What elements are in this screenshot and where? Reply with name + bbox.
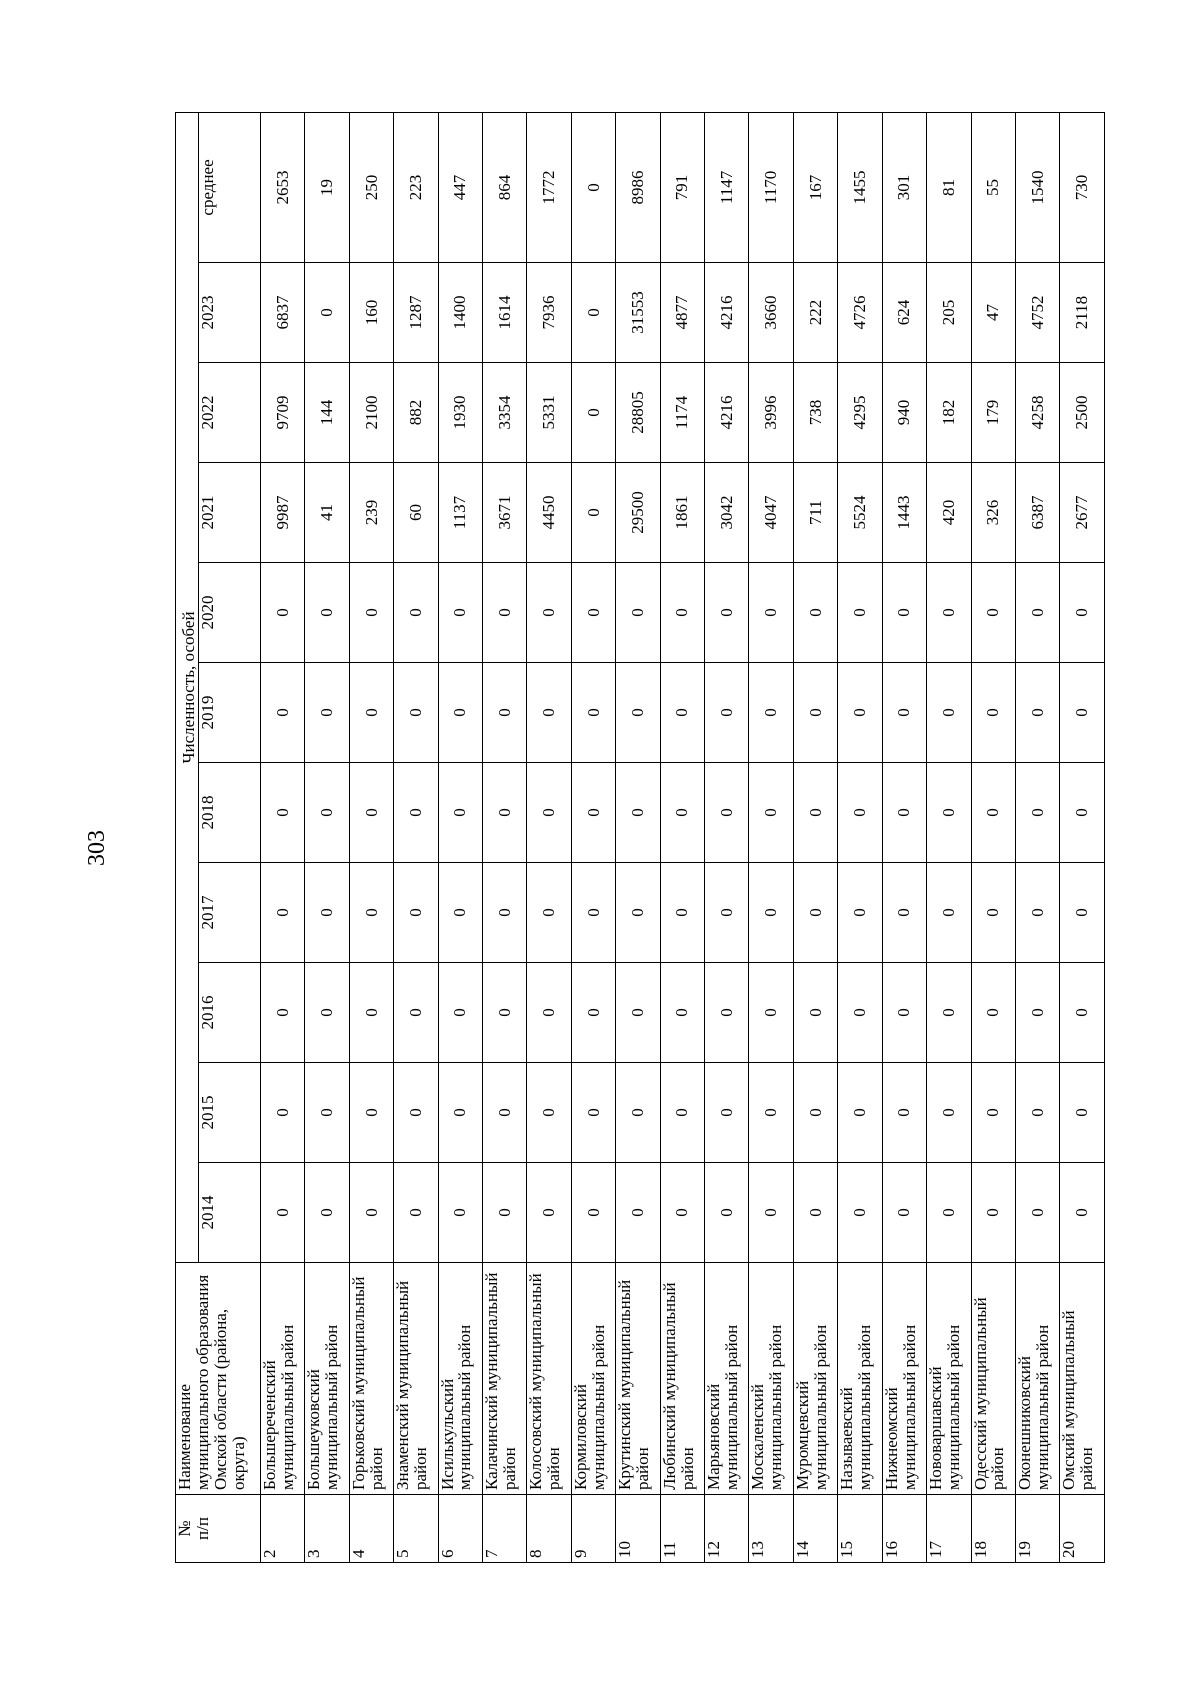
population-value: 0 [971,563,1015,663]
population-value: 0 [394,963,438,1063]
population-value: 0 [483,763,527,863]
population-value: 223 [394,112,438,262]
population-value: 0 [616,1163,660,1263]
population-value: 3354 [483,363,527,463]
table-row [394,112,438,1562]
row-number: 6 [438,1495,482,1563]
population-value: 4295 [838,363,882,463]
population-value: 0 [616,1063,660,1163]
district-name: Исилькульский муниципальный район [438,1263,482,1495]
district-name: Знаменский муниципальный район [394,1263,438,1495]
population-value: 0 [660,563,704,663]
population-value: 940 [882,363,926,463]
table-row [483,112,527,1562]
table-row [527,112,571,1562]
row-number: 10 [616,1495,660,1563]
population-value: 447 [438,112,482,262]
population-value: 0 [660,763,704,863]
population-value: 0 [305,1063,349,1163]
district-name: Горьковский муниципальный район [349,1263,393,1495]
population-value: 0 [571,1163,615,1263]
table-row [305,112,349,1562]
population-value: 0 [749,1063,793,1163]
population-value: 791 [660,112,704,262]
table-row [571,112,615,1562]
header-year: 2021 [199,463,261,563]
population-value: 0 [882,1163,926,1263]
population-value: 0 [571,263,615,363]
population-value: 1772 [527,112,571,262]
row-number: 11 [660,1495,704,1563]
population-value: 0 [1015,563,1059,663]
population-value: 0 [882,563,926,663]
population-value: 0 [394,863,438,963]
population-value: 0 [793,863,837,963]
table-row [438,112,482,1562]
population-value: 0 [793,763,837,863]
population-value: 711 [793,463,837,563]
population-value: 0 [261,963,305,1063]
population-value: 0 [793,563,837,663]
population-value: 1174 [660,363,704,463]
population-value: 0 [261,663,305,763]
population-value: 0 [571,863,615,963]
population-value: 239 [349,463,393,563]
row-number: 9 [571,1495,615,1563]
row-number: 4 [349,1495,393,1563]
population-value: 0 [616,663,660,763]
population-value: 0 [971,663,1015,763]
population-value: 0 [616,563,660,663]
population-value: 0 [1015,1163,1059,1263]
population-value: 0 [749,1163,793,1263]
population-value: 0 [793,963,837,1063]
population-value: 0 [1060,963,1105,1063]
population-value: 4258 [1015,363,1059,463]
population-value: 0 [571,563,615,663]
table-row [927,112,971,1562]
population-value: 3996 [749,363,793,463]
row-number: 13 [749,1495,793,1563]
population-value: 0 [927,763,971,863]
population-value: 0 [616,763,660,863]
population-value: 624 [882,263,926,363]
population-value: 9987 [261,463,305,563]
population-value: 4752 [1015,263,1059,363]
population-value: 0 [438,663,482,763]
population-value: 4450 [527,463,571,563]
population-value: 864 [483,112,527,262]
population-value: 1540 [1015,112,1059,262]
population-value: 144 [305,363,349,463]
population-value: 0 [793,1063,837,1163]
population-value: 28805 [616,363,660,463]
population-value: 5331 [527,363,571,463]
population-value: 7936 [527,263,571,363]
population-value: 250 [349,112,393,262]
population-value: 0 [349,563,393,663]
district-name: Муромцевский муниципальный район [793,1263,837,1495]
population-value: 47 [971,263,1015,363]
row-number: 15 [838,1495,882,1563]
population-value: 0 [705,1063,749,1163]
header-year: 2019 [199,663,261,763]
population-value: 0 [971,963,1015,1063]
population-value: 4216 [705,263,749,363]
population-value: 0 [438,763,482,863]
population-value: 0 [971,863,1015,963]
population-value: 3042 [705,463,749,563]
population-value: 326 [971,463,1015,563]
population-value: 1147 [705,112,749,262]
district-name: Большереченский муниципальный район [261,1263,305,1495]
header-year: 2022 [199,363,261,463]
population-value: 0 [571,1063,615,1163]
population-value: 0 [261,763,305,863]
table-row [971,112,1015,1562]
row-number: 14 [793,1495,837,1563]
rotated-table-container [175,113,1105,1563]
population-value: 0 [438,863,482,963]
row-number: 12 [705,1495,749,1563]
population-value: 0 [1060,563,1105,663]
district-name: Колосовский муниципальный район [527,1263,571,1495]
header-year: среднее [199,112,261,262]
population-value: 2677 [1060,463,1105,563]
population-value: 0 [1060,1163,1105,1263]
table-row [261,112,305,1562]
population-value: 29500 [616,463,660,563]
population-value: 0 [483,1163,527,1263]
population-value: 0 [749,863,793,963]
population-value: 1861 [660,463,704,563]
population-value: 3660 [749,263,793,363]
population-value: 0 [927,563,971,663]
population-value: 0 [1060,1063,1105,1163]
population-value: 0 [483,663,527,763]
population-value: 0 [349,663,393,763]
table-row [705,112,749,1562]
population-value: 0 [927,663,971,763]
district-name: Кормиловский муниципальный район [571,1263,615,1495]
population-value: 179 [971,363,1015,463]
population-value: 0 [838,663,882,763]
header-year: 2020 [199,563,261,663]
population-value: 0 [882,663,926,763]
population-value: 6387 [1015,463,1059,563]
population-value: 60 [394,463,438,563]
population-value: 0 [527,663,571,763]
population-value: 31553 [616,263,660,363]
population-value: 0 [971,763,1015,863]
population-value: 0 [527,763,571,863]
population-value: 0 [527,563,571,663]
population-value: 0 [305,663,349,763]
population-value: 0 [349,763,393,863]
population-value: 2118 [1060,263,1105,363]
population-value: 0 [438,963,482,1063]
population-value: 0 [660,1063,704,1163]
district-name: Москаленский муниципальный район [749,1263,793,1495]
population-value: 0 [1060,763,1105,863]
population-value: 0 [305,1163,349,1263]
population-value: 1170 [749,112,793,262]
population-value: 1455 [838,112,882,262]
row-number: 3 [305,1495,349,1563]
row-number: 20 [1060,1495,1105,1563]
table-row [1015,112,1059,1562]
table-row [793,112,837,1562]
population-value: 0 [1015,1063,1059,1163]
population-value: 0 [793,663,837,763]
population-value: 4877 [660,263,704,363]
population-value: 167 [793,112,837,262]
population-value: 0 [927,963,971,1063]
population-value: 0 [571,463,615,563]
table-row [1060,112,1105,1562]
population-value: 0 [349,1063,393,1163]
table-body [261,112,1105,1562]
population-table [175,112,1105,1563]
population-value: 0 [571,763,615,863]
population-value: 0 [1015,763,1059,863]
population-value: 0 [394,1063,438,1163]
population-value: 19 [305,112,349,262]
row-number: 7 [483,1495,527,1563]
district-name: Любинский муниципальный район [660,1263,704,1495]
population-value: 0 [394,763,438,863]
population-value: 0 [705,863,749,963]
population-value: 0 [1015,963,1059,1063]
row-number: 8 [527,1495,571,1563]
header-year: 2016 [199,963,261,1063]
population-value: 0 [571,963,615,1063]
population-value: 0 [882,1063,926,1163]
row-number: 5 [394,1495,438,1563]
population-value: 41 [305,463,349,563]
population-value: 0 [438,1163,482,1263]
row-number: 18 [971,1495,1015,1563]
population-value: 0 [394,1163,438,1263]
population-value: 0 [660,1163,704,1263]
table-row [349,112,393,1562]
population-value: 4726 [838,263,882,363]
row-number: 16 [882,1495,926,1563]
population-value: 0 [305,863,349,963]
population-value: 222 [793,263,837,363]
population-value: 0 [261,1163,305,1263]
header-num: № п/п [176,1495,261,1563]
population-value: 0 [971,1163,1015,1263]
district-name: Марьяновский муниципальный район [705,1263,749,1495]
population-value: 0 [749,763,793,863]
population-value: 0 [660,663,704,763]
population-value: 0 [305,263,349,363]
population-value: 3671 [483,463,527,563]
population-value: 0 [349,863,393,963]
header-row-top [176,112,199,1562]
population-value: 0 [838,763,882,863]
population-value: 0 [571,363,615,463]
population-value: 0 [483,1063,527,1163]
population-value: 0 [527,863,571,963]
population-value: 0 [527,963,571,1063]
population-value: 882 [394,363,438,463]
district-name: Одесский муниципальный район [971,1263,1015,1495]
population-value: 0 [394,663,438,763]
population-value: 8986 [616,112,660,262]
table-row [660,112,704,1562]
population-value: 0 [1015,863,1059,963]
population-value: 205 [927,263,971,363]
population-value: 0 [927,863,971,963]
population-value: 0 [1015,663,1059,763]
header-name: Наименование муниципального образования Омской области (района, округа) [176,1263,261,1495]
population-value: 0 [705,963,749,1063]
district-name: Крутинский муниципальный район [616,1263,660,1495]
header-year: 2015 [199,1063,261,1163]
population-value: 0 [927,1063,971,1163]
header-year: 2023 [199,263,261,363]
population-value: 0 [838,563,882,663]
table-row [838,112,882,1562]
population-value: 0 [394,563,438,663]
population-value: 1614 [483,263,527,363]
page-number: 303 [84,830,110,866]
table-row [882,112,926,1562]
population-value: 0 [749,963,793,1063]
population-value: 4047 [749,463,793,563]
population-value: 0 [705,1163,749,1263]
population-value: 0 [261,863,305,963]
population-value: 0 [838,1163,882,1263]
population-value: 55 [971,112,1015,262]
population-value: 0 [305,763,349,863]
population-value: 5524 [838,463,882,563]
population-value: 0 [261,563,305,663]
district-name: Нововаршавский муниципальный район [927,1263,971,1495]
district-name: Омский муниципальный район [1060,1263,1105,1495]
population-value: 0 [749,563,793,663]
population-value: 0 [927,1163,971,1263]
population-value: 6837 [261,263,305,363]
population-value: 1137 [438,463,482,563]
row-number: 19 [1015,1495,1059,1563]
header-year: 2018 [199,763,261,863]
population-value: 9709 [261,363,305,463]
table-row [749,112,793,1562]
population-value: 0 [793,1163,837,1263]
population-value: 0 [438,1063,482,1163]
population-value: 0 [660,963,704,1063]
district-name: Нижнеомский муниципальный район [882,1263,926,1495]
district-name: Называевский муниципальный район [838,1263,882,1495]
population-value: 1400 [438,263,482,363]
population-value: 182 [927,363,971,463]
population-value: 4216 [705,363,749,463]
population-value: 1287 [394,263,438,363]
population-value: 0 [616,863,660,963]
table-row [616,112,660,1562]
population-value: 0 [660,863,704,963]
header-group: Численность, особей [176,112,199,1262]
population-value: 301 [882,112,926,262]
header-year: 2017 [199,863,261,963]
population-value: 0 [882,963,926,1063]
population-value: 160 [349,263,393,363]
population-value: 0 [838,963,882,1063]
population-value: 0 [705,563,749,663]
population-value: 0 [705,763,749,863]
district-name: Калачинский муниципальный район [483,1263,527,1495]
population-value: 0 [483,563,527,663]
population-value: 0 [705,663,749,763]
header-year: 2014 [199,1163,261,1263]
population-value: 2100 [349,363,393,463]
row-number: 17 [927,1495,971,1563]
population-value: 0 [527,1063,571,1163]
population-value: 0 [305,563,349,663]
population-value: 420 [927,463,971,563]
population-value: 0 [971,1063,1015,1163]
population-value: 0 [882,763,926,863]
population-value: 0 [571,663,615,763]
population-value: 0 [527,1163,571,1263]
population-value: 81 [927,112,971,262]
population-value: 1930 [438,363,482,463]
population-value: 0 [438,563,482,663]
row-number: 2 [261,1495,305,1563]
population-value: 0 [616,963,660,1063]
population-value: 0 [749,663,793,763]
population-value: 0 [838,863,882,963]
population-value: 0 [838,1063,882,1163]
population-value: 2500 [1060,363,1105,463]
population-value: 0 [882,863,926,963]
population-value: 0 [349,1163,393,1263]
population-value: 2653 [261,112,305,262]
district-name: Большеуковский муниципальный район [305,1263,349,1495]
population-value: 0 [571,112,615,262]
population-value: 0 [483,963,527,1063]
population-value: 0 [349,963,393,1063]
population-value: 0 [483,863,527,963]
population-value: 0 [1060,863,1105,963]
population-value: 738 [793,363,837,463]
population-value: 0 [305,963,349,1063]
population-value: 730 [1060,112,1105,262]
population-value: 0 [1060,663,1105,763]
population-value: 1443 [882,463,926,563]
district-name: Оконешниковский муниципальный район [1015,1263,1059,1495]
population-value: 0 [261,1063,305,1163]
